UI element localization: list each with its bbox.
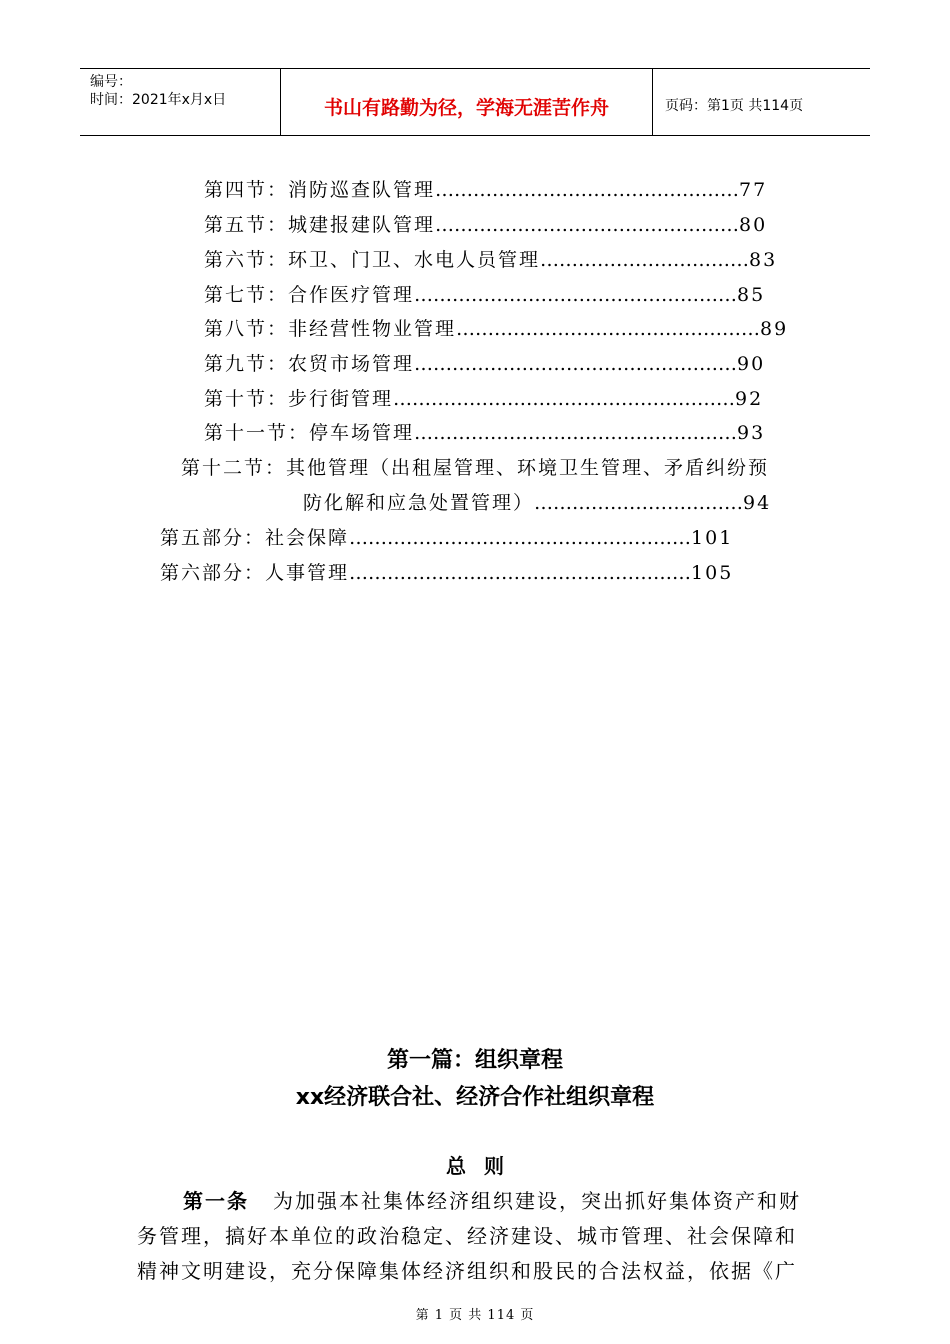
- section-heading: 总则: [446, 1154, 522, 1178]
- toc-entry[interactable]: 第四节：消防巡查队管理…………………………………………77: [204, 179, 768, 201]
- document-title: xx经济联合社、经济合作社组织章程: [295, 1085, 655, 1110]
- toc-entry[interactable]: 第十节：步行街管理………………………………………………92: [204, 388, 764, 410]
- toc-entry[interactable]: 第六部分：人事管理………………………………………………105: [160, 562, 734, 584]
- date-label: 时间：2021年x月x日: [90, 92, 227, 108]
- page-footer: 第 1 页 共 114 页: [415, 1308, 535, 1323]
- toc-entry[interactable]: 第十一节：停车场管理……………………………………………93: [204, 422, 766, 444]
- toc-entry[interactable]: 第八节：非经营性物业管理…………………………………………89: [204, 318, 789, 340]
- header-info: [80, 69, 280, 135]
- number-label: 编号：: [90, 74, 132, 90]
- toc-entry[interactable]: 防化解和应急处置管理）……………………………94: [303, 492, 772, 514]
- paragraph-line: 务管理，搞好本单位的政治稳定、经济建设、城市管理、社会保障和: [137, 1224, 797, 1248]
- toc-entry[interactable]: 第九节：农贸市场管理……………………………………………90: [204, 353, 766, 375]
- toc-entry[interactable]: 第十二节：其他管理（出租屋管理、环境卫生管理、矛盾纠纷预: [181, 457, 770, 479]
- header-page: [653, 69, 870, 135]
- page-header: [80, 68, 870, 136]
- article-label: 第一条: [183, 1189, 249, 1213]
- paragraph-line: 第一条 为加强本社集体经济组织建设，突出抓好集体资产和财: [183, 1189, 801, 1213]
- paragraph-line: 精神文明建设，充分保障集体经济组织和股民的合法权益，依据《广: [137, 1259, 797, 1283]
- toc-entry[interactable]: 第五部分：社会保障………………………………………………101: [160, 527, 734, 549]
- toc-entry[interactable]: 第六节：环卫、门卫、水电人员管理……………………………83: [204, 249, 778, 271]
- motto-text: 书山有路勤为径，学海无涯苦作舟: [323, 97, 609, 119]
- part-title: 第一篇：组织章程: [386, 1048, 563, 1073]
- page-label: 页码：第1页 共114页: [665, 98, 804, 114]
- toc-entry[interactable]: 第五节：城建报建队管理…………………………………………80: [204, 214, 768, 236]
- header-motto: [281, 69, 652, 135]
- toc-entry[interactable]: 第七节：合作医疗管理……………………………………………85: [204, 284, 766, 306]
